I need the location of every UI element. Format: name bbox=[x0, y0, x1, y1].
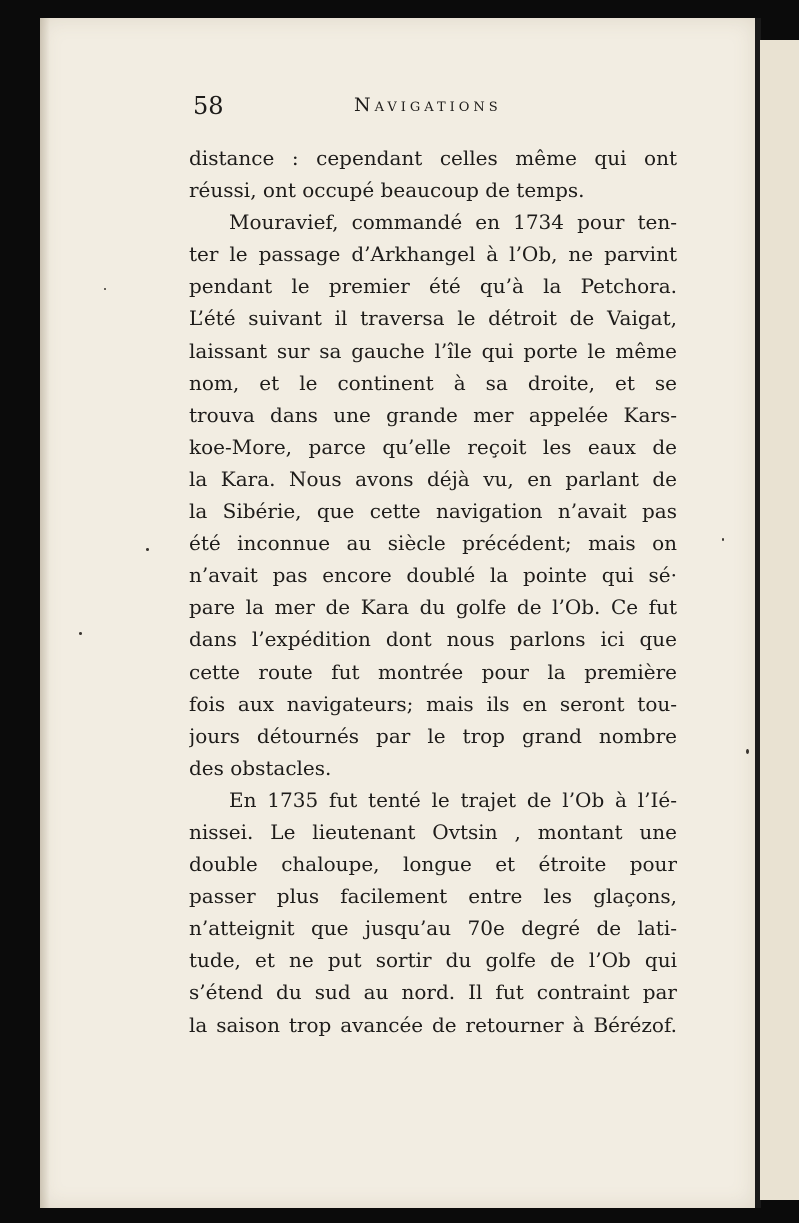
text-line: passer plus facilement entre les glaçons, bbox=[189, 884, 677, 909]
text-line: fois aux navigateurs; mais ils en seront tou- bbox=[189, 691, 677, 716]
text-line: été inconnue au siècle précédent; mais on bbox=[189, 531, 677, 556]
text-line: la Sibérie, que cette navigation n’avait pas bbox=[189, 499, 677, 524]
text-line: nom, et le continent à sa droite, et se bbox=[189, 370, 677, 395]
text-line: Mouravief, commandé en 1734 pour ten- bbox=[229, 210, 677, 235]
text-line: ter le passage d’Arkhangel à l’Ob, ne parvint bbox=[189, 242, 677, 267]
page-header bbox=[193, 92, 683, 126]
text-line: la Kara. Nous avons déjà vu, en parlant de bbox=[189, 466, 677, 491]
text-line: des obstacles. bbox=[189, 755, 332, 780]
text-line: En 1735 fut tenté le trajet de l’Ob à l’Ié- bbox=[229, 787, 677, 812]
text-line: L’été suivant il traversa le détroit de Vaigat, bbox=[189, 306, 677, 331]
body-text bbox=[189, 142, 677, 1041]
page-number: 58 bbox=[193, 92, 224, 120]
text-line: koe-More, parce qu’elle reçoit les eaux de bbox=[189, 434, 677, 459]
text-line: s’étend du sud au nord. Il fut contraint par bbox=[189, 980, 677, 1005]
text-line: trouva dans une grande mer appelée Kars- bbox=[189, 402, 677, 427]
text-line: tude, et ne put sortir du golfe de l’Ob qui bbox=[189, 948, 677, 973]
text-line: dans l’expédition dont nous parlons ici que bbox=[189, 627, 677, 652]
paper-speck bbox=[104, 288, 106, 290]
running-head: Navigations bbox=[354, 94, 502, 116]
text-line: la saison trop avancée de retourner à Bérézof. bbox=[189, 1012, 677, 1037]
text-line: pare la mer de Kara du golfe de l’Ob. Ce fut bbox=[189, 595, 677, 620]
text-line: n’atteignit que jusqu’au 70e degré de lati- bbox=[189, 916, 677, 941]
text-line: cette route fut montrée pour la première bbox=[189, 659, 677, 684]
text-line: pendant le premier été qu’à la Petchora. bbox=[189, 274, 677, 299]
text-line: laissant sur sa gauche l’île qui porte le même bbox=[189, 338, 677, 363]
paper-speck bbox=[146, 548, 149, 551]
paper-speck bbox=[722, 538, 724, 541]
text-line: nissei. Le lieutenant Ovtsin , montant une bbox=[189, 819, 677, 844]
adjacent-page-edge bbox=[760, 40, 799, 1200]
paper-speck bbox=[79, 632, 82, 635]
text-line: n’avait pas encore doublé la pointe qui sé· bbox=[189, 563, 677, 588]
page-gutter-shadow bbox=[40, 18, 50, 1208]
paper-speck bbox=[746, 749, 749, 754]
text-line: double chaloupe, longue et étroite pour bbox=[189, 852, 677, 877]
text-line: jours détournés par le trop grand nombre bbox=[189, 723, 677, 748]
text-line: réussi, ont occupé beaucoup de temps. bbox=[189, 178, 585, 203]
text-line: distance : cependant celles même qui ont bbox=[189, 146, 677, 170]
